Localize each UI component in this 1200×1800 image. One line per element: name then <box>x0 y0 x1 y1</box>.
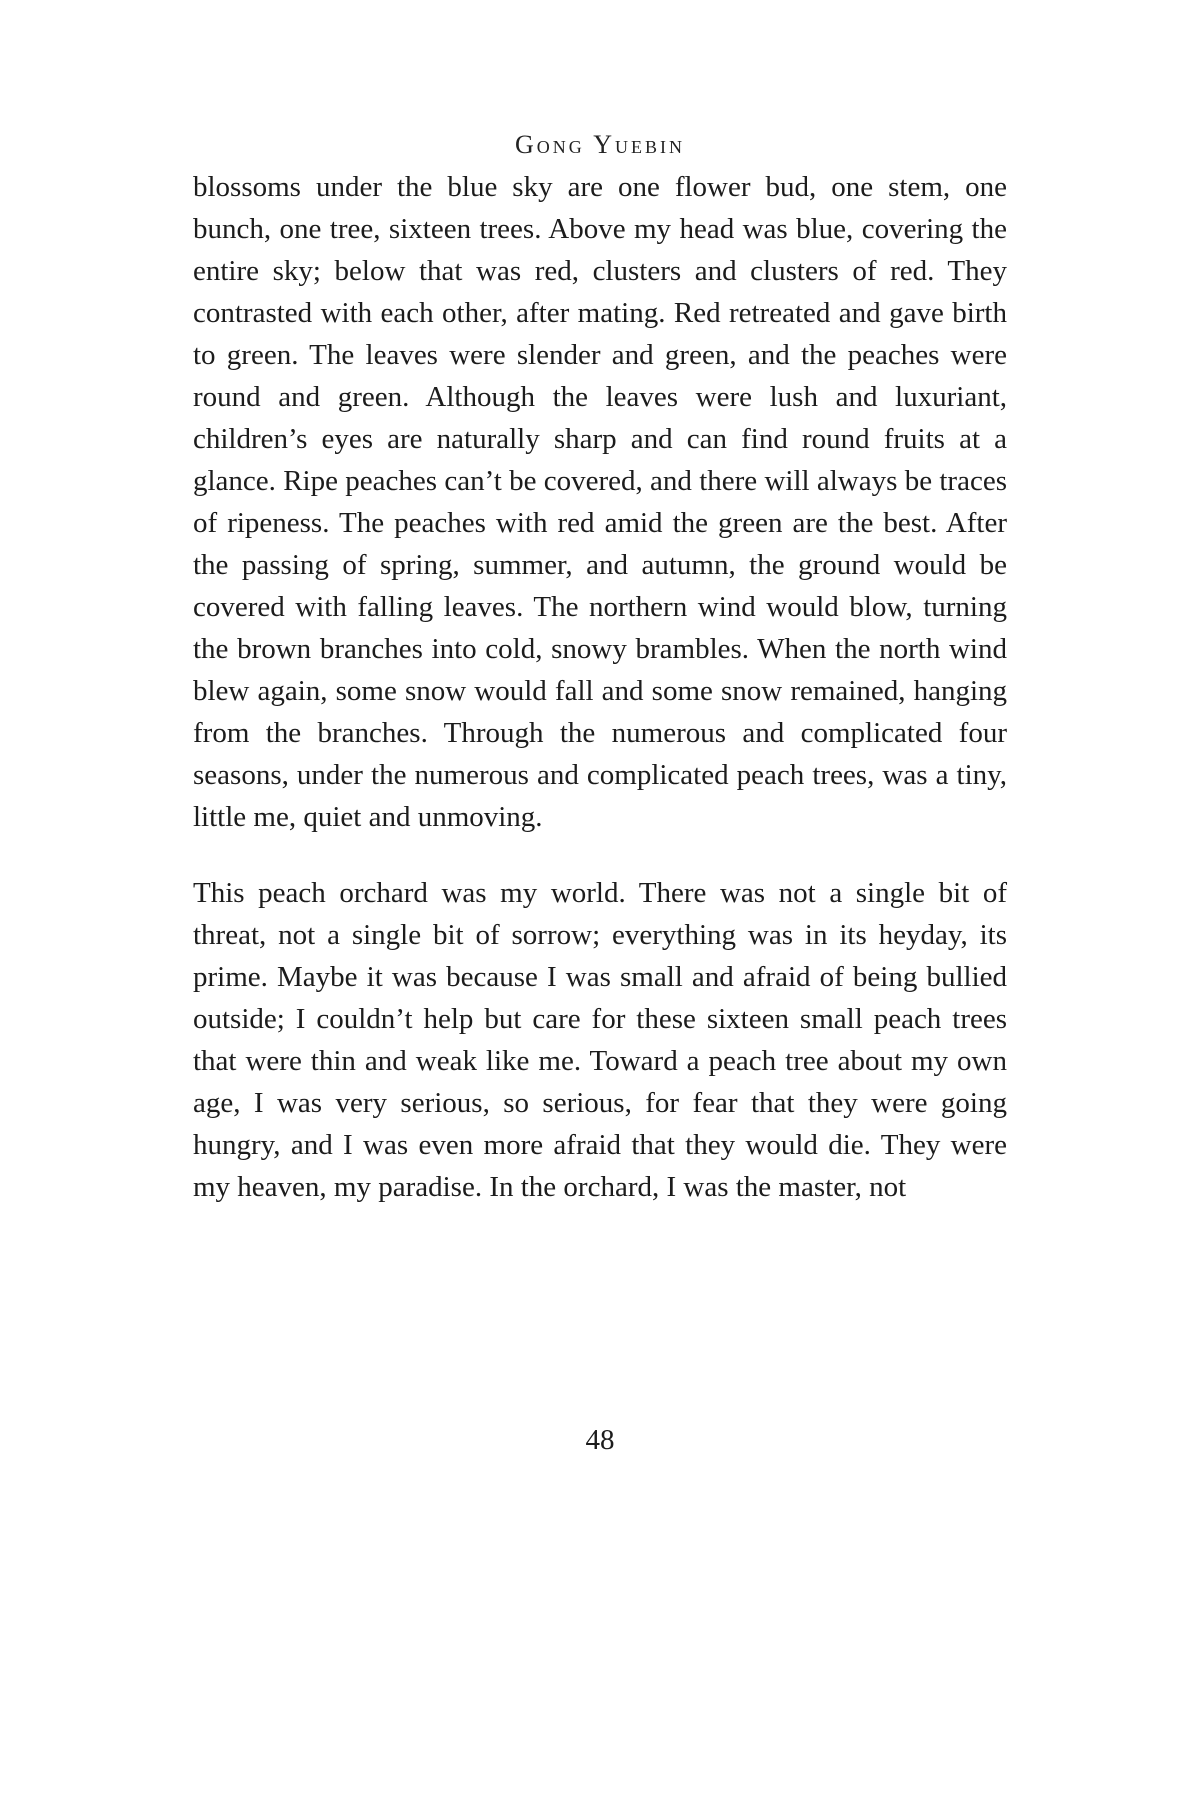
running-header: Gong Yuebin <box>514 130 686 159</box>
paragraph: This peach orchard was my world. There was not a single bit of threat, not a single bit of sorrow; everything was in its heyday, its prime. Maybe it was because I was small and afraid of being bullied outside; I couldn’t help but care for these sixteen small peach trees that were thin and weak like me. Toward a peach tree about my own age, I was very serious, so serious, for fear that they were going hungry, and I was even more afraid that they would die. They were my heaven, my paradise. In the orchard, I was the master, not <box>193 877 1007 1203</box>
page-number: 48 <box>585 1424 615 1456</box>
paragraph: blossoms under the blue sky are one flower bud, one stem, one bunch, one tree, sixteen trees. Above my head was blue, covering the entire sky; below that was red, clusters and clusters of red. They contrasted with each other, after mating. Red retreated and gave birth to green. The leaves were slender and green, and the peaches were round and green. Although the leaves were lush and luxuriant, children’s eyes are naturally sharp and can find round fruits at a glance. Ripe peaches can’t be covered, and there will always be traces of ripeness. The peaches with red amid the green are the best. After the passing of spring, summer, and autumn, the ground would be covered with falling leaves. The northern wind would blow, turning the brown branches into cold, snowy brambles. When the north wind blew again, some snow would fall and some snow remained, hanging from the branches. Through the numerous and complicated four seasons, under the numerous and complicated peach trees, was a tiny, little me, quiet and unmoving. <box>193 171 1007 833</box>
text-block <box>193 166 1007 1242</box>
